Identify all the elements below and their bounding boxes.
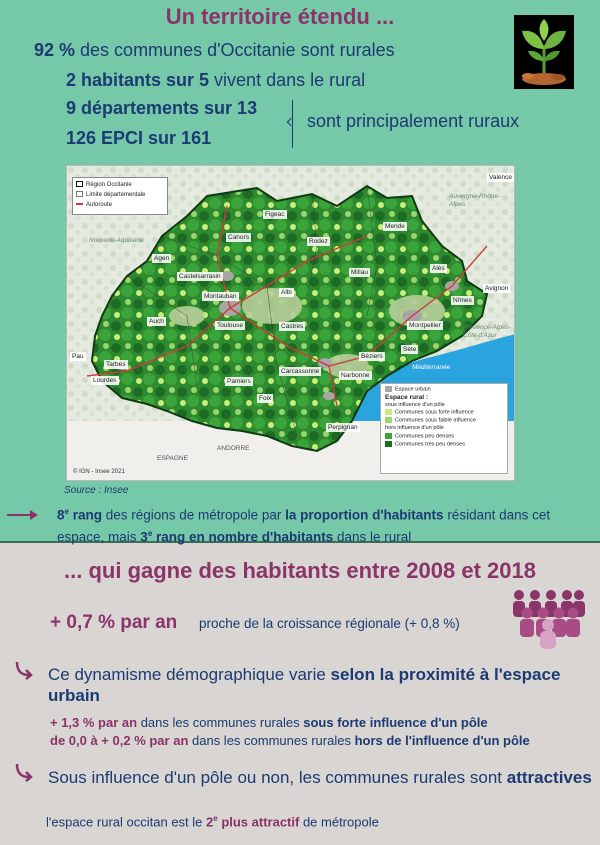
stat-text: vivent dans le rural xyxy=(209,70,366,90)
attractive-paragraph xyxy=(48,767,593,788)
legend-subheading: sous influence d'un pôle xyxy=(385,401,445,408)
city-label: Sète xyxy=(403,346,417,353)
no-influence-growth xyxy=(50,733,530,748)
stat-communes xyxy=(34,40,395,61)
growth-emphasis: sous forte influence d'un pôle xyxy=(303,715,488,730)
legend-swatch xyxy=(385,441,392,447)
paragraph-emphasis: attractives xyxy=(506,768,592,787)
city-label: Albi xyxy=(281,289,292,296)
rank-text: des régions de métropole par xyxy=(101,507,286,523)
legend-swatch xyxy=(385,409,392,415)
city-label: Tarbes xyxy=(106,361,126,368)
legend-subheading: hors influence d'un pôle xyxy=(385,425,444,432)
legend-swatch xyxy=(385,433,392,439)
paragraph-text: Sous influence d'un pôle ou non, les communes rurales sont xyxy=(48,768,507,787)
final-emphasis: plus attractif xyxy=(217,814,300,830)
growth-rate: de 0,0 à + 0,2 % par an xyxy=(50,733,189,748)
paragraph-text: Ce dynamisme démographique varie xyxy=(48,665,331,684)
city-label: Alès xyxy=(432,265,445,272)
legend-label: Communes sous forte influence xyxy=(395,409,474,416)
dynamism-paragraph xyxy=(48,664,593,706)
rank-number: 8 xyxy=(57,507,65,523)
city-label: Cahors xyxy=(228,234,249,241)
stat-value: 2 habitants sur 5 xyxy=(66,70,210,90)
final-text: l'espace rural occitan est le xyxy=(46,814,207,830)
legend-swatch xyxy=(76,181,83,187)
growth-rate: + 1,3 % par an xyxy=(50,715,138,730)
city-label: Castelsarrasin xyxy=(179,273,221,280)
grouped-statement: sont principalement ruraux xyxy=(307,111,520,131)
paragraph-emphasis: selon la proximité à l'espace urbain xyxy=(48,665,561,705)
legend-item xyxy=(385,441,503,449)
region-label: Auvergne-Rhône-Alpes xyxy=(449,193,501,208)
rank-statement xyxy=(57,503,577,546)
legend-swatch xyxy=(76,203,83,205)
city-label: Lourdes xyxy=(93,377,117,384)
growth-text: dans les communes rurales xyxy=(137,715,304,730)
stat-value: 92 % xyxy=(34,40,76,60)
legend-label: Communes très peu denses xyxy=(395,441,465,448)
rank-ordinal: e xyxy=(64,507,69,516)
curved-arrow-icon xyxy=(14,762,34,782)
city-label: Valence xyxy=(489,174,513,181)
map-legend-rural xyxy=(380,383,508,474)
city-label: Millau xyxy=(351,269,368,276)
rank-word: rang xyxy=(68,507,102,523)
final-number: 2 xyxy=(206,814,214,830)
city-label: Nîmes xyxy=(453,297,472,304)
plant-icon xyxy=(514,15,574,89)
city-label: Montpellier xyxy=(409,322,441,329)
city-label: Carcassonne xyxy=(281,368,320,375)
source-note: Source : Insee xyxy=(64,485,129,496)
legend-item xyxy=(76,190,164,200)
legend-item xyxy=(385,409,503,417)
city-label: Rodez xyxy=(309,238,328,245)
legend-label: Limite départementale xyxy=(86,192,146,198)
section1-title: Un territoire étendu ... xyxy=(165,4,395,29)
city-label: Toulouse xyxy=(217,322,244,329)
map-legend-general xyxy=(72,177,168,215)
city-label: Castres xyxy=(281,323,304,330)
legend-swatch xyxy=(76,191,83,197)
city-label: Figeac xyxy=(265,211,285,218)
city-label: Agen xyxy=(154,255,170,262)
rank-emphasis: la proportion d'habitants xyxy=(285,507,444,523)
city-label: Pamiers xyxy=(227,378,251,385)
legend-item xyxy=(385,417,503,425)
legend-label: Autoroute xyxy=(86,202,113,208)
city-label: Mende xyxy=(385,223,405,230)
city-label: Montauban xyxy=(204,293,237,300)
city-label: Avignon xyxy=(485,285,509,292)
city-label: Béziers xyxy=(361,353,383,360)
legend-item xyxy=(385,433,503,441)
stat-epci xyxy=(66,128,211,149)
legend-swatch xyxy=(385,417,392,423)
city-label: Auch xyxy=(149,318,164,325)
city-label: Narbonne xyxy=(341,372,370,379)
stat-text: des communes d'Occitanie sont rurales xyxy=(75,40,395,60)
grouping-brace xyxy=(292,100,302,148)
legend-item xyxy=(76,180,164,190)
stat-departements xyxy=(66,98,257,119)
final-ordinal: e xyxy=(213,814,218,823)
stat-value: 9 départements sur 13 xyxy=(66,98,258,118)
rural-map xyxy=(66,165,515,481)
legend-label: Communes sous faible influence xyxy=(395,417,476,424)
legend-heading: Espace rural : xyxy=(385,394,428,402)
growth-note: proche de la croissance régionale (+ 0,8 %) xyxy=(199,616,460,631)
sea-label: Méditerranée xyxy=(412,364,451,371)
map-copyright: © IGN - Insee 2021 xyxy=(73,469,125,475)
attractiveness-rank xyxy=(46,814,379,829)
curved-arrow-icon xyxy=(14,660,34,680)
rank-text: dans le rural xyxy=(333,529,412,544)
stat-value: 126 EPCI sur 161 xyxy=(66,128,212,148)
section2-title: ... qui gagne des habitants entre 2008 et 2018 xyxy=(64,558,536,583)
arrow-right-icon xyxy=(7,514,37,516)
legend-label: Région Occitanie xyxy=(86,182,132,188)
legend-label: Espace urbain xyxy=(395,386,431,393)
legend-swatch xyxy=(385,386,392,392)
people-group-icon xyxy=(509,587,587,649)
final-text: de métropole xyxy=(299,814,379,830)
region-label: Nouvelle-Aquitaine xyxy=(89,237,144,244)
legend-item xyxy=(76,200,164,210)
city-label: Foix xyxy=(259,395,272,402)
stat-inhabitants xyxy=(66,70,365,91)
city-label: Perpignan xyxy=(328,424,358,431)
rank-ordinal: e xyxy=(147,528,153,538)
region-label: Provence-Alpes-Côte d'Azur xyxy=(463,324,512,339)
rank-emphasis: rang en nombre d'habitants xyxy=(152,529,334,544)
strong-influence-growth xyxy=(50,715,488,730)
growth-emphasis: hors de l'influence d'un pôle xyxy=(354,733,530,748)
legend-label: Communes peu denses xyxy=(395,433,455,440)
legend-item xyxy=(385,386,503,394)
city-label: Pau xyxy=(72,353,84,360)
country-label: ANDORRE xyxy=(217,445,250,452)
growth-value: + 0,7 % par an xyxy=(50,612,178,633)
rank-text: résidant dans cet espace, mais xyxy=(57,507,551,544)
rank-number: 3 xyxy=(140,529,148,544)
country-label: ESPAGNE xyxy=(157,455,188,462)
growth-text: dans les communes rurales xyxy=(188,733,355,748)
